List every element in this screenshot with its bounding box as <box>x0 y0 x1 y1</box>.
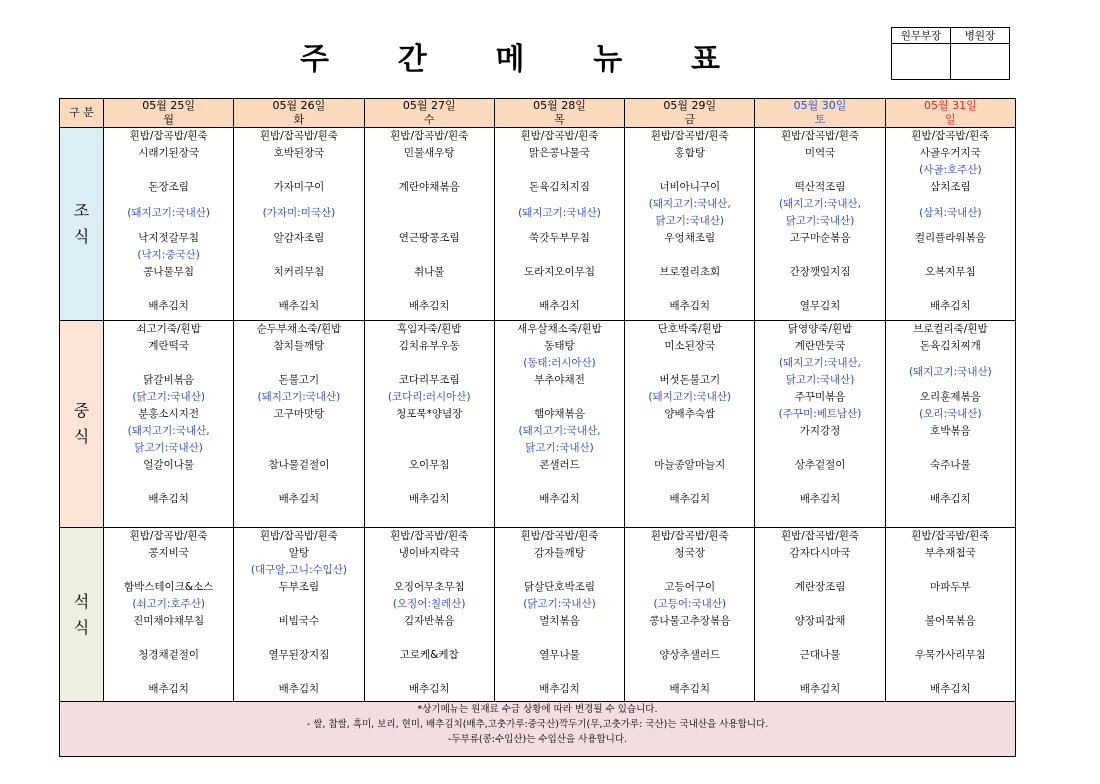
menu-item: 맑은콩나물국 <box>529 147 590 159</box>
menu-item: 진미채야채무침 <box>133 615 205 627</box>
menu-item: 마늘종알마늘지 <box>654 459 726 471</box>
menu-item: 동태탕 <box>544 340 575 352</box>
origin-note: (대구알,고니:수입산) <box>250 564 348 576</box>
menu-cell <box>234 321 364 528</box>
origin-note: (닭고기:국내산) <box>132 391 205 403</box>
origin-note: (돼지고기:국내산) <box>518 206 601 219</box>
menu-cell <box>494 321 624 528</box>
origin-note: (오징어:칠레산) <box>392 598 466 610</box>
header-date: 05월 30일 <box>755 99 885 114</box>
menu-item: 부추재첩국 <box>924 547 976 559</box>
menu-item: 브로컬리초회 <box>659 266 721 278</box>
menu-item: 배추김치 <box>408 683 450 695</box>
menu-cell <box>625 528 755 702</box>
menu-item: 부추야채전 <box>534 374 585 386</box>
menu-item: 흰밥/잡곡밥/흰죽 <box>390 530 469 542</box>
origin-note: (돼지고기:국내산, <box>779 357 862 369</box>
menu-item: 돈육김치지짐 <box>529 181 590 193</box>
menu-item: 흑임자죽/흰밥 <box>397 323 462 335</box>
menu-item: 멸치볶음 <box>539 615 580 627</box>
meal-label-char: 조 <box>73 201 90 220</box>
menu-item: 감자다시마국 <box>789 547 851 559</box>
menu-item: 오복지무침 <box>924 266 976 278</box>
menu-item: 취나물 <box>413 266 445 278</box>
menu-item: 열무나물 <box>539 649 580 661</box>
menu-item: 컬리플라워볶음 <box>914 232 986 244</box>
note-line: *상기메뉴는 원재료 수급 상황에 따라 변경될 수 있습니다. <box>417 704 658 715</box>
menu-item: 열무김치 <box>799 300 841 312</box>
origin-note: (주꾸미:베트남산) <box>778 408 862 420</box>
origin-note: (낙지:중국산) <box>137 249 200 261</box>
menu-cell <box>234 128 364 321</box>
menu-item: 계란장조림 <box>794 581 846 593</box>
menu-item: 참나물겉절이 <box>268 459 330 471</box>
menu-item: 브로컬리죽/흰밥 <box>913 323 988 335</box>
menu-item: 상추겉절이 <box>794 459 846 471</box>
menu-item: 흰밥/잡곡밥/흰죽 <box>390 130 469 142</box>
gubun-label: 구 분 <box>60 99 104 128</box>
origin-note: (동태:러시아산) <box>523 357 596 369</box>
menu-item: 배추김치 <box>408 300 450 312</box>
menu-item: 너비아니구이 <box>659 181 721 193</box>
menu-item: 분홍소시지전 <box>138 408 200 420</box>
menu-item: 배추김치 <box>799 683 841 695</box>
menu-cell <box>104 321 234 528</box>
menu-item: 참치들깨탕 <box>273 340 325 352</box>
menu-item: 순두부채소죽/흰밥 <box>256 323 342 335</box>
note-line: - 쌀, 찹쌀, 흑미, 보리, 현미, 배추김치(배추,고춧가루:중국산)깍두기(무,고춧가루: 국산)는 국내산을 사용합니다. <box>306 719 769 730</box>
menu-item: 삼치조림 <box>930 181 971 193</box>
notes-row <box>60 702 1016 757</box>
header-day: 화 <box>234 113 364 128</box>
menu-item: 알탕 <box>288 547 310 559</box>
menu-item: 오리훈제볶음 <box>919 391 981 403</box>
title-char: 주 <box>300 42 329 77</box>
menu-item: 새우살채소죽/흰밥 <box>517 323 602 335</box>
origin-note: 닭고기:국내산) <box>785 215 855 227</box>
menu-item: 불어묵볶음 <box>924 615 976 627</box>
menu-item: 양장피잡채 <box>794 615 846 627</box>
menu-item: 쑥갓두부무침 <box>529 232 590 244</box>
header-date: 05월 28일 <box>494 99 624 114</box>
menu-item: 콩나물고추장볶음 <box>649 615 731 627</box>
menu-item: 계란야채볶음 <box>398 181 460 193</box>
menu-item: 양상추샐러드 <box>659 649 721 661</box>
menu-item: 도라지오이무침 <box>523 266 595 278</box>
origin-note: (고등어:국내산) <box>653 598 727 610</box>
menu-item: 배추김치 <box>930 493 971 505</box>
header-day: 수 <box>364 113 494 128</box>
menu-cell <box>885 528 1015 702</box>
notes <box>60 702 1016 757</box>
origin-note: (사골:호주산) <box>919 164 982 176</box>
menu-item: 단호박죽/흰밥 <box>657 323 722 335</box>
origin-note: 닭고기:국내산) <box>785 374 855 386</box>
menu-item: 함박스테이크&소스 <box>123 581 214 593</box>
menu-cell <box>364 528 494 702</box>
menu-item: 낙지젓갈무침 <box>138 232 200 244</box>
header-day: 일 <box>885 113 1015 128</box>
menu-item: 미역국 <box>804 147 836 159</box>
origin-note: (돼지고기:국내산) <box>908 365 992 378</box>
menu-item: 열무된장지짐 <box>268 649 330 661</box>
menu-item: 흰밥/잡곡밥/흰죽 <box>520 130 599 142</box>
menu-cell <box>885 128 1015 321</box>
menu-cell <box>494 128 624 321</box>
menu-item: 고로케&케찹 <box>399 649 459 661</box>
menu-item: 얼갈이나물 <box>143 459 194 471</box>
menu-item: 간장깻잎지짐 <box>789 266 851 278</box>
meal-label-char: 식 <box>73 227 90 246</box>
menu-item: 감자들깨탕 <box>534 547 585 559</box>
menu-item: 사골우거지국 <box>919 147 981 159</box>
lunch-row <box>60 321 1016 528</box>
menu-item: 호박볶음 <box>930 425 971 437</box>
menu-item: 흰밥/잡곡밥/흰죽 <box>129 130 208 142</box>
origin-note: (돼지고기:국내산) <box>127 206 210 219</box>
menu-cell <box>364 128 494 321</box>
origin-note: (돼지고기:국내산) <box>257 391 341 403</box>
menu-item: 배추김치 <box>148 493 189 505</box>
header-date: 05월 31일 <box>885 99 1015 114</box>
origin-note: (삼치:국내산) <box>919 206 982 219</box>
menu-cell <box>755 321 885 528</box>
menu-item: 흰밥/잡곡밥/흰죽 <box>911 530 990 542</box>
menu-item: 콩나물무침 <box>143 266 194 278</box>
origin-note: (돼지고기:국내산, <box>518 425 601 437</box>
menu-item: 닭살단호박조림 <box>523 581 595 593</box>
menu-item: 돈불고기 <box>278 374 320 386</box>
menu-item: 가자미구이 <box>273 181 325 193</box>
meal-label-char: 석 <box>73 591 90 611</box>
menu-item: 배추김치 <box>930 300 971 312</box>
origin-note: (코다리:러시아산) <box>387 391 471 403</box>
menu-item: 코다리무조림 <box>398 374 460 386</box>
menu-item: 치커리무침 <box>273 266 325 278</box>
header-day: 월 <box>104 113 234 128</box>
menu-item: 배추김치 <box>669 300 711 312</box>
menu-item: 배추김치 <box>669 493 711 505</box>
menu-item: 배추김치 <box>148 300 189 312</box>
menu-item: 청경채겉절이 <box>138 649 200 661</box>
breakfast-row <box>60 128 1016 321</box>
menu-cell <box>625 321 755 528</box>
meal-label-char: 식 <box>73 427 90 446</box>
origin-note: (돼지고기:국내산, <box>648 198 731 210</box>
meal-label-char: 중 <box>73 401 90 420</box>
menu-cell <box>625 128 755 321</box>
menu-cell <box>104 528 234 702</box>
header-date: 05월 26일 <box>234 99 364 114</box>
menu-item: 배추김치 <box>539 683 580 695</box>
origin-note: (오리:국내산) <box>919 408 982 420</box>
menu-item: 계란만둣국 <box>794 340 846 352</box>
menu-item: 배추김치 <box>930 683 971 695</box>
meal-label <box>60 321 104 528</box>
origin-note: (가자미:미국산) <box>262 206 336 219</box>
header-day: 토 <box>755 113 885 128</box>
menu-item: 흰밥/잡곡밥/흰죽 <box>129 530 208 542</box>
menu-item: 비빔국수 <box>278 615 320 627</box>
meal-label <box>60 128 104 321</box>
menu-item: 홍합탕 <box>674 147 705 159</box>
menu-item: 닭영양죽/흰밥 <box>787 323 853 335</box>
origin-note: (쇠고기:호주산) <box>132 598 205 610</box>
menu-item: 청국장 <box>674 547 705 559</box>
menu-item: 배추김치 <box>278 493 320 505</box>
page-title <box>300 36 720 76</box>
menu-item: 고등어구이 <box>664 581 716 593</box>
menu-item: 배추김치 <box>799 493 841 505</box>
menu-item: 오이무침 <box>408 459 450 471</box>
approval-label: 원무부장 <box>892 28 951 44</box>
origin-note: (닭고기:국내산) <box>523 598 596 610</box>
menu-item: 시래기된장국 <box>138 147 200 159</box>
menu-item: 흰밥/잡곡밥/흰죽 <box>911 130 990 142</box>
title-char: 간 <box>397 42 427 77</box>
menu-item: 배추김치 <box>278 300 320 312</box>
menu-item: 흰밥/잡곡밥/흰죽 <box>650 130 729 142</box>
menu-item: 우묵가사리무침 <box>914 649 986 661</box>
menu-cell <box>755 528 885 702</box>
menu-cell <box>104 128 234 321</box>
origin-note: (돼지고기:국내산) <box>648 391 732 403</box>
dinner-row <box>60 528 1016 702</box>
header-day-row <box>60 113 1016 128</box>
menu-item: 양배추숙쌈 <box>664 408 716 420</box>
menu-item: 연근땅콩조림 <box>398 232 460 244</box>
origin-note: 닭고기:국내산) <box>525 442 594 454</box>
menu-item: 흰밥/잡곡밥/흰죽 <box>650 530 729 542</box>
menu-item: 알감자조림 <box>273 232 325 244</box>
menu-item: 민물새우탕 <box>403 147 455 159</box>
menu-item: 배추김치 <box>278 683 320 695</box>
menu-item: 흰밥/잡곡밥/흰죽 <box>781 530 860 542</box>
menu-item: 콩지비국 <box>148 547 189 559</box>
menu-item: 오징어무초무침 <box>393 581 465 593</box>
menu-item: 김치유부우동 <box>398 340 460 352</box>
origin-note: (돼지고기:국내산, <box>127 425 210 437</box>
header-date: 05월 25일 <box>104 99 234 114</box>
menu-cell <box>364 321 494 528</box>
meal-label-char: 식 <box>73 617 90 637</box>
menu-item: 호박된장국 <box>273 147 325 159</box>
menu-item: 배추김치 <box>539 493 580 505</box>
header-date: 05월 27일 <box>364 99 494 114</box>
approval-label: 병원장 <box>951 28 1010 44</box>
menu-item: 가지강정 <box>799 425 841 437</box>
menu-item: 김자반볶음 <box>403 615 455 627</box>
menu-item: 마파두부 <box>930 581 971 593</box>
menu-item: 닭갈비볶음 <box>143 374 194 386</box>
menu-item: 근대나물 <box>799 649 841 661</box>
menu-cell <box>234 528 364 702</box>
header-date: 05월 29일 <box>625 99 755 114</box>
approval-box <box>891 27 1010 80</box>
menu-item: 주꾸미볶음 <box>794 391 846 403</box>
menu-item: 흰밥/잡곡밥/흰죽 <box>520 530 599 542</box>
origin-note: 닭고기:국내산) <box>134 442 203 454</box>
menu-item: 돈장조림 <box>148 181 189 193</box>
title-char: 뉴 <box>593 42 623 77</box>
menu-item: 돈육김치찌개 <box>919 340 981 352</box>
menu-item: 배추김치 <box>148 683 189 695</box>
approval-sign-slot <box>951 44 1010 80</box>
menu-item: 흰밥/잡곡밥/흰죽 <box>781 130 860 142</box>
menu-item: 고구마맛탕 <box>273 408 325 420</box>
menu-item: 청포묵*양념장 <box>396 408 463 420</box>
title-char: 메 <box>495 42 525 77</box>
title-char: 표 <box>691 42 720 77</box>
header-day: 목 <box>494 113 624 128</box>
menu-item: 우엉채조림 <box>664 232 716 244</box>
menu-item: 버섯돈불고기 <box>659 374 721 386</box>
approval-sign-slot <box>892 44 951 80</box>
menu-item: 계란떡국 <box>148 340 189 352</box>
menu-item: 콘샐러드 <box>539 459 580 471</box>
header-day: 금 <box>625 113 755 128</box>
menu-item: 떡산적조림 <box>794 181 846 193</box>
note-line: -두부류(콩:수입산)는 수입산을 사용합니다. <box>447 734 628 745</box>
menu-item: 배추김치 <box>408 493 450 505</box>
menu-cell <box>755 128 885 321</box>
menu-item: 흰밥/잡곡밥/흰죽 <box>259 530 338 542</box>
menu-item: 고구마순볶음 <box>789 232 851 244</box>
meal-label <box>60 528 104 702</box>
menu-cell <box>885 321 1015 528</box>
menu-item: 냉이바지락국 <box>398 547 460 559</box>
menu-item: 두부조림 <box>278 581 320 593</box>
menu-item: 흰밥/잡곡밥/흰죽 <box>259 130 338 142</box>
menu-item: 햄야채볶음 <box>534 408 585 420</box>
menu-item: 미소된장국 <box>664 340 716 352</box>
origin-note: (돼지고기:국내산, <box>779 198 862 210</box>
menu-item: 쇠고기죽/흰밥 <box>136 323 201 335</box>
menu-item: 배추김치 <box>539 300 580 312</box>
weekly-menu-table <box>59 98 1016 757</box>
origin-note: 닭고기:국내산) <box>655 215 725 227</box>
header-date-row <box>60 99 1016 114</box>
menu-item: 배추김치 <box>669 683 711 695</box>
menu-cell <box>494 528 624 702</box>
menu-item: 숙주나물 <box>930 459 971 471</box>
